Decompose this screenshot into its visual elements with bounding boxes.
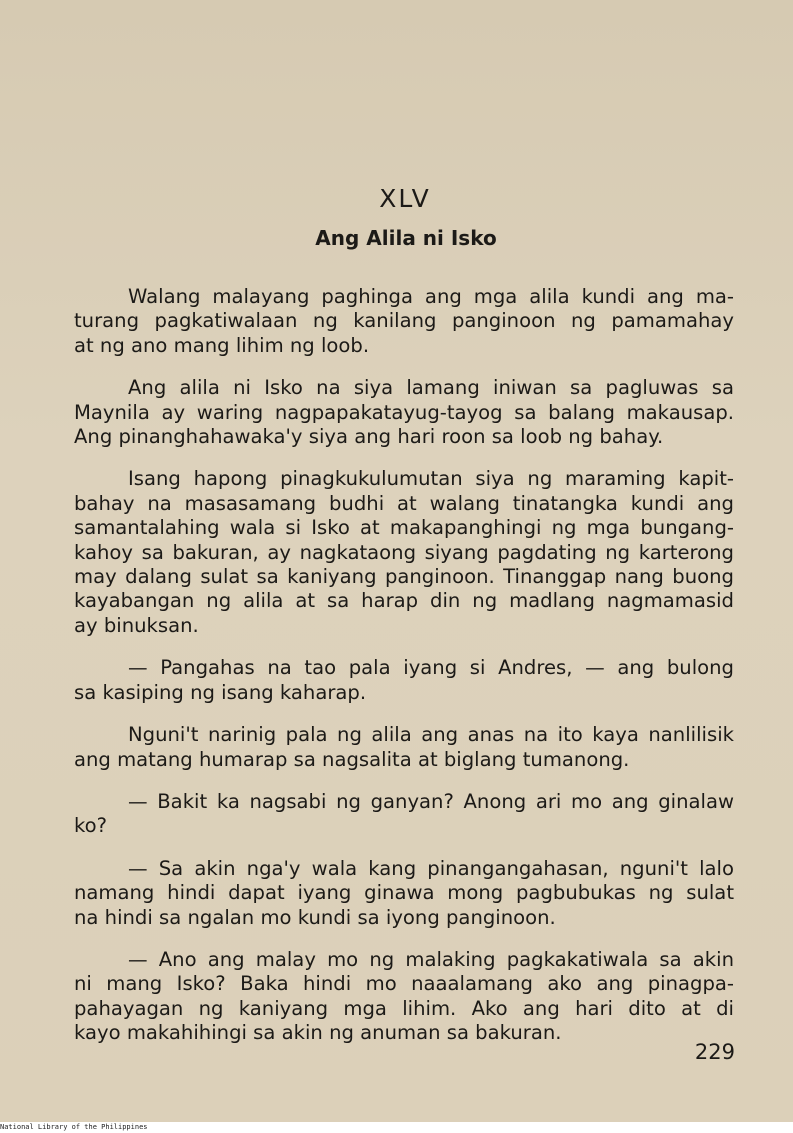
text-line: Walang malayang paghinga ang mga alila kundi ang ma- (128, 285, 734, 308)
paragraph (74, 723, 734, 772)
paragraph (74, 467, 734, 638)
text-line: — Ano ang malay mo ng malaking pagkakatiwala sa akin (128, 947, 734, 971)
chapter-title: Ang Alila ni Isko (315, 226, 497, 250)
paragraph (74, 376, 734, 449)
text-line: may dalang sulat sa kaniyang panginoon. Tinanggap nang buong (74, 565, 734, 589)
text-line: — Bakit ka nagsabi ng ganyan? Anong ari mo ang ginalaw (128, 789, 734, 813)
text-line: — Pangahas na tao pala iyang si Andres, — ang bulong (128, 656, 734, 680)
text-line: ay binuksan. (74, 613, 199, 637)
text-line: ang matang humarap sa nagsalita at biglang tumanong. (74, 747, 630, 771)
text-line: ko? (74, 814, 108, 838)
text-line: Nguni't narinig pala ng alila ang anas na ito kaya nanlilisik (128, 723, 734, 747)
text-line: pahayagan ng kaniyang mga lihim. Ako ang hari dito at di (74, 996, 734, 1020)
text-line: Maynila ay waring nagpapakatayug-tayog sa balang makausap. (74, 400, 734, 424)
paragraph (74, 285, 734, 358)
text-line: Isang hapong pinagkukulumutan siya ng maraming kapit- (128, 467, 734, 491)
text-line: at ng ano mang lihim ng loob. (74, 333, 370, 357)
text-line: kayabangan ng alila at sa harap din ng madlang nagmamasid (74, 589, 734, 613)
text-line: bahay na masasamang budhi at walang tinatangka kundi ang (74, 491, 734, 515)
paragraph (74, 790, 734, 839)
text-line: namang hindi dapat iyang ginawa mong pagbubukas ng sulat (74, 881, 734, 905)
text-line: turang pagkatiwalaan ng kanilang panginoon ng pamamahay (74, 309, 734, 333)
paragraph (74, 656, 734, 705)
chapter-number: XLV (379, 184, 431, 213)
text-line: — Sa akin nga'y wala kang pinangangahasan, nguni't lalo (128, 856, 734, 880)
text-line: ni mang Isko? Baka hindi mo naaalamang ako ang pinagpa- (74, 972, 734, 996)
text-line: kahoy sa bakuran, ay nagkataong siyang pagdating ng karterong (74, 540, 734, 564)
text-line: Ang pinanghahawaka'y siya ang hari roon sa loob ng bahay. (74, 425, 664, 449)
text-line: na hindi sa ngalan mo kundi sa iyong panginoon. (74, 905, 556, 929)
text-line: sa kasiping ng isang kaharap. (74, 680, 367, 704)
text-line: kayo makahihingi sa akin ng anuman sa bakuran. (74, 1021, 562, 1045)
text-line: samantalahing wala si Isko at makapanghingi ng mga bungang- (74, 516, 734, 540)
page-number: 229 (694, 1040, 735, 1064)
library-footer: National Library of the Philippines (0, 1123, 148, 1131)
chapter-body (74, 285, 734, 1064)
paragraph (74, 948, 734, 1046)
text-line: Ang alila ni Isko na siya lamang iniwan sa pagluwas sa (128, 376, 734, 400)
paragraph (74, 857, 734, 930)
